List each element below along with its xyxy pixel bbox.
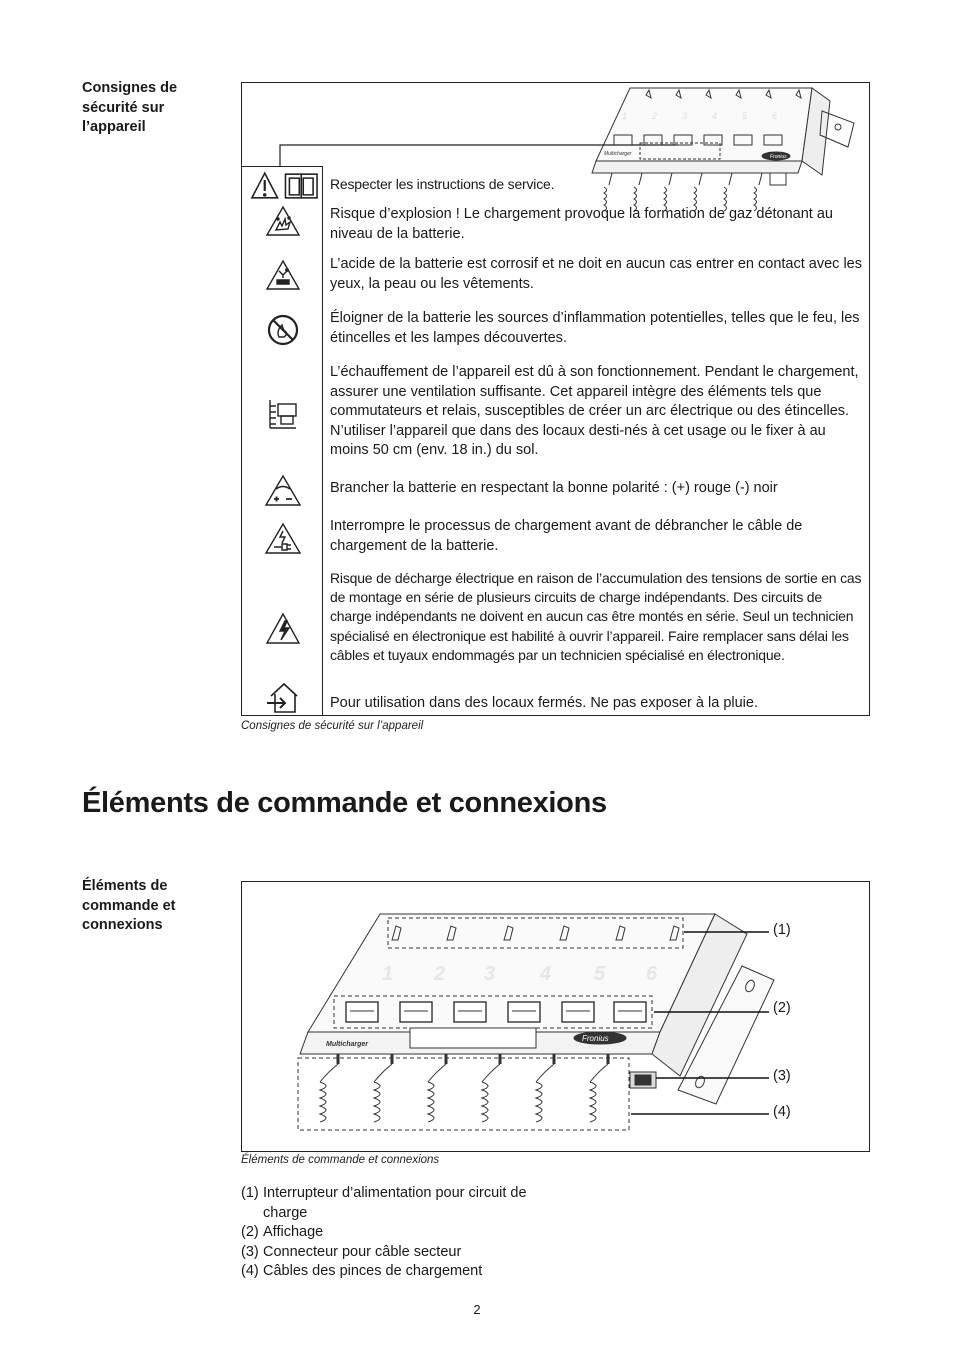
safety-text: Éloigner de la batterie les sources d’inflammation potentielles, telles que le feu, les étincelles et les lampes découvertes. — [330, 310, 860, 346]
legend-item — [241, 1262, 571, 1282]
ventilation-icon — [244, 398, 321, 430]
brand-logo: Fronius — [770, 154, 787, 160]
channel-number: 2 — [434, 963, 446, 985]
channel-number: 1 — [382, 963, 394, 985]
indoor-use-icon — [244, 680, 321, 716]
safety-text: Brancher la batterie en respectant la bonne polarité : (+) rouge (-) noir — [330, 480, 778, 496]
safety-text: Interrompre le processus de chargement avant de débrancher le câble de chargement de la batterie. — [330, 518, 803, 554]
device-label: Multicharger — [326, 1041, 369, 1048]
channel-number: 6 — [646, 963, 658, 985]
electric-shock-icon — [244, 611, 321, 645]
no-fire-icon — [244, 313, 321, 347]
safety-text: L’échauffement de l’appareil est dû à son fonctionnement. Pendant le chargement, assurer une ventilation suffisante. Cet appareil intègre des éléments tels que commutateurs et relais, susceptibles de créer un arc électrique ou des étincelles. N’utiliser l’appareil que dans des locaux desti-nés à cet usage ou le fixer à au moins 50 cm (env. 18 in.) du sol. — [330, 364, 859, 458]
legend-number: (1) — [241, 1185, 259, 1201]
controls-figure — [241, 881, 870, 1152]
channel-number: 5 — [742, 111, 748, 121]
safety-side-heading: Consignes de sécurité sur l’appareil — [82, 80, 178, 135]
channel-number: 3 — [484, 963, 496, 985]
legend-item — [241, 1223, 571, 1243]
safety-figure — [241, 82, 870, 716]
channel-number: 5 — [594, 963, 606, 985]
legend-text: Câbles des pinces de chargement — [263, 1263, 483, 1279]
legend-number: (2) — [241, 1224, 259, 1240]
safety-figure-caption: Consignes de sécurité sur l’appareil — [241, 720, 424, 732]
legend-number: (3) — [241, 1243, 259, 1260]
channel-number: 4 — [540, 963, 552, 985]
controls-figure-caption: Éléments de commande et connexions — [241, 1154, 440, 1166]
channel-number: 6 — [772, 111, 778, 121]
safety-text: Respecter les instructions de service. — [330, 176, 555, 192]
legend-text: Affichage — [263, 1224, 324, 1240]
channel-number: 1 — [622, 111, 628, 121]
brand-logo: Fronius — [582, 1034, 609, 1043]
safety-text: Pour utilisation dans des locaux fermés. Ne pas exposer à la pluie. — [330, 695, 758, 711]
channel-number: 3 — [682, 111, 688, 121]
controls-side-heading: Éléments de commande et connexions — [82, 878, 176, 933]
legend-number: (4) — [241, 1263, 259, 1279]
page-number: 2 — [473, 1302, 481, 1317]
section-title: Éléments de commande et connexions — [82, 787, 607, 819]
explosion-icon — [244, 205, 321, 237]
callout-1: (1) — [773, 922, 791, 938]
warning-manual-icon — [244, 171, 321, 201]
legend-text: Interrupteur d’alimentation pour circuit de charge — [263, 1185, 527, 1221]
safety-text: Risque d’explosion ! Le chargement provoque la formation de gaz détonant au niveau de la batterie. — [330, 206, 833, 242]
channel-number: 4 — [712, 111, 718, 121]
safety-text: Risque de décharge électrique en raison de l’accumulation des tensions de sortie en cas de montage en série de plusieurs circuits de charge indépendants. Des circuits de charge indépendants ne doivent en aucun cas être montés en série. Seul un technicien spécialisé en électronique est habilité à ouvrir l’appareil. Faire remplacer sans délai les câbles et tuyaux endommagés par un technicien spécialisé en électronique. — [330, 570, 862, 663]
unplug-warning-icon — [244, 521, 321, 555]
corrosive-acid-icon — [244, 259, 321, 291]
callout-2: (2) — [773, 1000, 791, 1016]
legend-list — [241, 1184, 571, 1282]
callout-4: (4) — [773, 1104, 791, 1120]
legend-item — [241, 1243, 571, 1263]
callout-3: (3) — [773, 1068, 791, 1084]
legend-text: Connecteur pour câble secteur — [263, 1243, 462, 1260]
device-label: Multicharger — [604, 151, 632, 157]
safety-text: L’acide de la batterie est corrosif et ne doit en aucun cas entrer en contact avec les yeux, la peau ou les vêtements. — [330, 256, 862, 292]
polarity-icon — [244, 473, 321, 507]
channel-number: 2 — [652, 111, 658, 121]
legend-item — [241, 1184, 571, 1223]
